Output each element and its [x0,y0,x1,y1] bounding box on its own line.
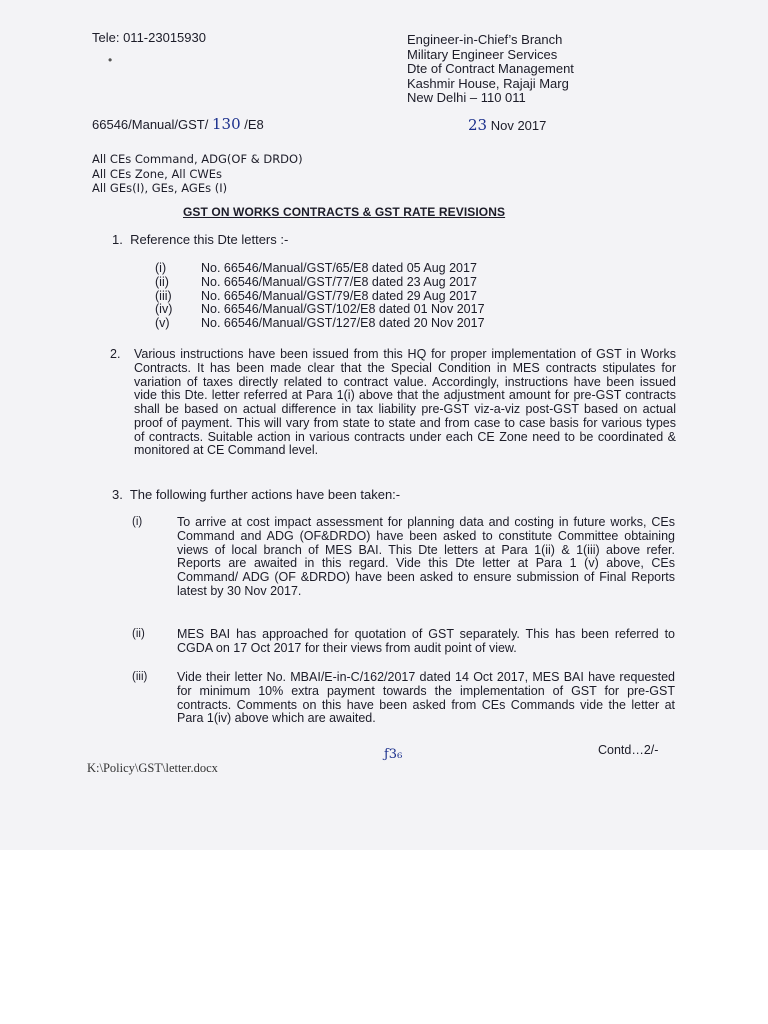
recipient-line: All CEs Command, ADG(OF & DRDO) [92,152,303,166]
reference-list [155,262,485,331]
subpara-text: To arrive at cost impact assessment for planning data and costing in future works, CEs Command and ADG (OF&DRDO) have been asked to constitute Committee obtaining views of local branch of MES BAI. This Dte letters at Para 1(ii) & 1(iii) above refer. Reports are awaited in this regard. Vide this Dte letter at Para 1 (v) above, CEs Command/ ADG (OF &DRDO) have been asked to ensure submission of Final Reports latest by 30 Nov 2017. [177,515,675,598]
list-item: (i) No. 66546/Manual/GST/65/E8 dated 05 Aug 2017 [155,261,477,275]
subparagraph-i [132,515,675,599]
address-line: New Delhi – 110 011 [407,90,526,105]
subpara-number: (i) [132,516,143,528]
handwritten-initial: ƒ3₆ [384,747,403,762]
paragraph-3 [112,487,400,502]
para-number: 2. [110,347,121,361]
address-line: Dte of Contract Management [407,61,574,76]
para-text: Various instructions have been issued from this HQ for proper implementation of GST in Works Contracts. It has been made clear that the Special Condition in MES contracts stipulates for variation of taxes directly related to contract value. Accordingly, instructions have been issued vide this Dte. letter referred at Para 1(i) above that the adjustment amount for pre-GST contracts shall be based on actual difference in tax liability pre-GST viz-a-viz post-GST based on actual proof of payment. This will vary from state to state and from case to case basis for various types of contracts. Suitable action in various contracts under each CE Zone need to be coordinated & monitored at CE Command level. [134,347,676,458]
para-text: The following further actions have been taken:- [129,487,401,502]
list-item: (iii) No. 66546/Manual/GST/79/E8 dated 29 Aug 2017 [155,288,477,303]
recipient-line: All CEs Zone, All CWEs [92,166,223,181]
para-number: 1. [112,232,123,247]
continued-marker: Contd…2/- [598,743,659,757]
subject-heading: GST ON WORKS CONTRACTS & GST RATE REVISIONS [183,205,506,219]
date-handwritten-day: 23 [468,116,488,134]
subparagraph-iii [132,670,675,726]
telephone-number: Tele: 011-23015930 [92,30,206,45]
ref-handwritten-number: 130 [211,115,241,133]
para-number: 3. [112,487,123,502]
letter-reference [92,115,264,133]
subparagraph-ii [132,627,675,656]
paragraph-2 [110,347,676,458]
subpara-text: MES BAI has approached for quotation of GST separately. This has been referred to CGDA on 17 Oct 2017 for their views from audit point of view. [177,627,675,655]
list-item: (ii) No. 66546/Manual/GST/77/E8 dated 23 Aug 2017 [155,274,477,289]
subpara-number: (iii) [132,671,148,683]
pen-mark: • [108,53,113,67]
para-text: Reference this Dte letters :- [130,232,289,247]
ref-prefix: 66546/Manual/GST/ [92,117,209,132]
list-item: (iv) No. 66546/Manual/GST/102/E8 dated 01 Nov 2017 [155,302,485,317]
paragraph-1 [112,232,288,247]
ref-suffix: /E8 [244,117,264,132]
address-line: Military Engineer Services [407,46,558,62]
letter-date [468,116,546,134]
address-line: Engineer-in-Chief’s Branch [407,32,563,47]
file-path-footer: K:\Policy\GST\letter.docx [87,761,218,775]
office-address [407,33,574,106]
subpara-text: Vide their letter No. MBAI/E-in-C/162/2017 dated 14 Oct 2017, MES BAI have requested for minimum 10% extra payment towards the implementation of GST for pre-GST contracts. Comments on this have been asked from CEs Commands vide the letter at Para 1(iv) above which are awaited. [177,670,675,726]
address-line: Kashmir House, Rajaji Marg [407,75,569,91]
recipients [92,152,303,196]
list-item: (v) No. 66546/Manual/GST/127/E8 dated 20 Nov 2017 [155,316,485,331]
subpara-number: (ii) [132,628,145,640]
recipient-line: All GEs(I), GEs, AGEs (I) [92,181,228,195]
date-month-year: Nov 2017 [490,118,547,133]
